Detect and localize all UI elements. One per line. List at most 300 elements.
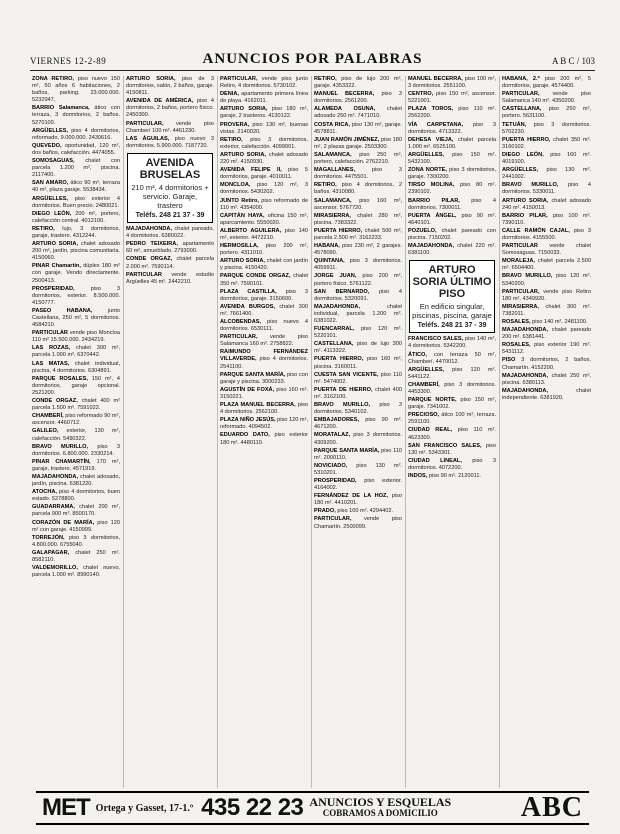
classified-ad: [220, 76, 308, 90]
classified-ad: [314, 448, 402, 462]
classified-ad: [314, 228, 402, 242]
ad-text: chalet con parcela 1.200 m², piscina. 2117400.: [32, 158, 120, 179]
ad-headline: QUEVEDO,: [32, 142, 62, 149]
avenida-bruselas-ad: [127, 153, 213, 223]
ad-text: chalet 250 m². 8582110.: [32, 549, 120, 563]
ad-text: dúplex 180 m² con garaje. Vendo directamente. 2500413.: [32, 263, 120, 284]
classified-ad: [32, 413, 120, 427]
ad-headline: EMBAJADORES,: [314, 417, 360, 424]
ad-headline: MIRASIERRA,: [502, 303, 539, 310]
classified-ad: [408, 182, 496, 196]
classified-ad: [126, 98, 214, 119]
ad-headline: CUESTA SAN VICENTE,: [314, 371, 379, 378]
ad-text: piso 110 m². 5474002.: [314, 371, 403, 385]
ad-text: chalet adosado 200 m², jardín, piscina comunitaria. 4150060.: [32, 241, 121, 262]
ad-headline: ATOCHA,: [32, 489, 57, 496]
classified-ad: [314, 432, 402, 446]
ad-headline: LAS MATAS,: [32, 360, 70, 367]
ad-headline: MANUEL BECERRA,: [408, 76, 463, 82]
ad-text: piso reformado 90 m², ascensor. 4460712.: [32, 413, 120, 427]
ad-headline: MAJADAHONDA,: [502, 327, 548, 334]
ad-text: exterior, 130 m², calefacción. 5490322.: [32, 428, 120, 442]
ad-headline: TORREJÓN,: [32, 534, 65, 541]
classified-ad: [502, 304, 591, 318]
classified-ad: [220, 372, 308, 386]
classified-ad: [220, 243, 308, 257]
classified-ad: [32, 489, 120, 503]
ad-text: junto Castellana, 250 m², 5 dormitorios. 4584210.: [32, 307, 120, 329]
ad-headline: PINAR CHAMARTÍN,: [32, 458, 91, 465]
classified-ad: [408, 198, 496, 212]
ad-headline: PLAZA CASTILLA,: [220, 288, 277, 295]
classified-ad: [408, 382, 496, 396]
ad-text: chalet pareado, 4 dormitorios. 6380022.: [126, 226, 214, 240]
ad-headline: PROSPERIDAD,: [32, 285, 75, 292]
classified-ad: [314, 258, 402, 272]
ad-text: piso 230 m², 2 garajes. 4578090.: [314, 243, 402, 257]
ad-text: apartamento primera línea de playa. 4162011.: [220, 91, 309, 105]
ad-headline: JORGE JUAN,: [314, 273, 357, 280]
ad-headline: RAIMUNDO FERNÁNDEZ VILLAVERDE,: [220, 349, 308, 363]
classified-ad: [408, 228, 496, 242]
classified-ad: [220, 106, 308, 120]
ad-text: piso 130 m². 5310201.: [314, 462, 403, 476]
ad-headline: CENTRO,: [408, 91, 434, 98]
ad-headline: PARTICULAR: [502, 243, 538, 250]
classified-ad: [502, 258, 591, 272]
ad-headline: ARGÜELLES,: [502, 167, 539, 174]
ad-headline: MANUEL BECERRA,: [314, 91, 375, 98]
ad-headline: PARTICULAR,: [502, 91, 540, 98]
classified-ad: [126, 226, 214, 240]
ad-text: piso 4 dormitorios, buen estado. 5278800.: [32, 489, 120, 503]
footer-banner: [36, 791, 589, 825]
ad-headline: ARTURO SORIA,: [32, 241, 78, 248]
classified-ad: [314, 137, 402, 151]
ad-text: chalet parcela 1.000 m². 6525100.: [408, 136, 496, 150]
ad-text: piso 110 m². 2562200.: [408, 106, 496, 120]
classified-ad: [502, 122, 591, 136]
classified-ad: [502, 357, 591, 371]
classified-ad: [220, 152, 308, 166]
ad-headline: MAJADAHONDA,: [408, 243, 454, 250]
classified-ad: [502, 373, 591, 387]
ad-text: piso 3 dormitorios, garaje. 3150600.: [220, 288, 308, 302]
ad-column-3: [218, 76, 312, 788]
ad-text: piso 4 dormitorios. 2541100.: [220, 356, 309, 370]
classified-ad: [502, 319, 591, 326]
classified-ad: [220, 402, 308, 416]
ad-headline: EDUARDO DATO,: [220, 432, 270, 439]
ad-text: piso 120 m². 5220101.: [314, 326, 402, 340]
newspaper-page: [30, 48, 595, 828]
ad-headline: ARGÜELLES,: [32, 127, 69, 134]
classified-ad: [32, 128, 120, 142]
ad-headline: ROSALES,: [502, 342, 531, 349]
classified-ad: [32, 376, 120, 397]
ad-headline: ALCOBENDAS,: [220, 319, 262, 325]
ad-text: piso 3 dormitorios. 5702230.: [502, 121, 591, 135]
ad-text: chalet con jardín y piscina. 4150420.: [220, 258, 309, 272]
ad-text: chalet 300 m². 7382011.: [502, 303, 591, 317]
ad-text: chalet independiente. 6381920.: [502, 387, 591, 401]
ad-text: piso 90 m². 4640101.: [408, 212, 497, 226]
ad-text: oportunidad, 120 m², dos baños, calefacción. 4474055.: [32, 142, 120, 156]
met-logo: MET: [42, 794, 90, 821]
classified-ad: [220, 432, 308, 446]
boxed-ad: [409, 260, 495, 333]
classified-ad: [32, 444, 120, 458]
ad-headline: MORALEJA,: [502, 258, 535, 265]
ad-text: piso 100 m², 3 dormitorios. 2551100.: [408, 76, 496, 90]
classified-ad: [408, 167, 496, 181]
ad-text: piso 130 m², buenas vistas. 2140020.: [220, 121, 308, 135]
ad-headline: PUERTA HIERRO,: [314, 227, 363, 234]
ad-headline: CORAZÓN DE MARÍA,: [32, 519, 95, 526]
ad-headline: FERNÁNDEZ DE LA HOZ,: [314, 493, 389, 500]
ad-text: piso 3 dormitorios, exterior. 8.500.000. 4150777.: [32, 285, 120, 306]
ad-text: piso 150 m², ascensor. 5221001.: [408, 91, 496, 105]
ad-text: piso 120 m², reformado. 4094502.: [220, 417, 308, 431]
ad-headline: GALAPAGAR,: [32, 549, 70, 556]
ad-headline: COSTA RICA,: [314, 121, 350, 128]
classified-ad: [32, 520, 120, 534]
classified-ad: [220, 198, 308, 212]
classified-ad: [126, 241, 214, 255]
classified-ad: [408, 352, 496, 366]
ad-headline: SAN AMARO,: [32, 180, 69, 187]
ad-text: piso 140 m², 4 dormitorios. 5342200.: [408, 336, 496, 350]
ad-headline: MAJADAHONDA,: [314, 303, 360, 310]
ad-headline: MAJADAHONDA,: [502, 387, 548, 394]
classified-ad: [32, 345, 120, 359]
classified-ad: [408, 243, 496, 257]
ad-headline: ARTURO SORIA,: [220, 106, 268, 113]
ad-headline: PEDRO TEIXEIRA,: [126, 241, 178, 248]
classified-ad: [314, 182, 402, 196]
ad-headline: PUERTA HIERRO,: [502, 136, 551, 143]
ad-headline: MAGALLANES,: [314, 167, 356, 174]
classified-ad: [220, 319, 308, 333]
ad-headline: INDOS,: [408, 473, 428, 480]
classified-ad: [32, 105, 120, 126]
classified-ad: [408, 473, 496, 480]
ad-headline: MORATALAZ,: [314, 432, 351, 439]
classified-ad: [502, 91, 591, 105]
classified-ad: [220, 91, 308, 105]
ad-text: piso 130 m². 2441002.: [502, 167, 591, 181]
ad-text: piso 140 m². 2481100.: [532, 319, 588, 325]
classified-ad: [502, 289, 591, 303]
ad-text: piso nuevo 4 dormitorios. 6530111.: [220, 319, 308, 333]
ad-headline: DENIA,: [220, 91, 239, 98]
classified-ad: [408, 152, 496, 166]
ad-headline: GUADARRAMA,: [32, 504, 75, 511]
header-rule: [30, 70, 595, 71]
ad-text: piso 250 m², portero. 5631100.: [502, 106, 592, 120]
ad-text: chalet 400 m². 3162100.: [314, 386, 402, 400]
ad-headline: PARQUE ROSALES,: [32, 375, 88, 382]
ad-headline: CAPITÁN HAYA,: [220, 212, 265, 219]
ad-headline: JUNTO Retiro,: [220, 197, 259, 204]
classified-ad: [314, 508, 402, 515]
classified-ad: [220, 228, 308, 242]
ad-text: chalet 220 m². 6381100.: [408, 243, 496, 257]
classified-ad: [408, 336, 496, 350]
ad-headline: PARTICULAR,: [502, 288, 540, 295]
ad-headline: MIRASIERRA,: [314, 212, 351, 219]
ad-text: piso 3 dormitorios, 4.800.000. 6755040.: [32, 534, 121, 548]
ad-text: chalet pareado con piscina. 7150202.: [408, 227, 496, 241]
classified-ad: [32, 398, 120, 412]
ad-headline: DEHESA VIEJA,: [408, 136, 454, 143]
ad-headline: PARTICULAR: [126, 271, 162, 278]
classified-ad: [502, 76, 591, 90]
ad-text: piso 120 m². 5340200.: [502, 273, 591, 287]
classified-ad: [126, 256, 214, 270]
ad-text: piso 130 m², garaje. 4578811.: [314, 121, 402, 135]
ad-headline: CHAMBERÍ,: [32, 413, 64, 420]
ad-headline: AGUSTÍN DE FOXÁ,: [220, 386, 275, 393]
classified-ad: [32, 308, 120, 329]
classified-ad: [408, 91, 496, 105]
ad-headline: VALDEMORILLO,: [32, 565, 78, 572]
ad-text: piso 3 dormitorios. 4059911.: [314, 258, 403, 272]
classified-ad: [408, 137, 496, 151]
ad-text: chalet 200 m², parcela 900 m². 8500170.: [32, 504, 120, 518]
ad-text: vende piso Salamanca 140 m². 4350200.: [502, 91, 591, 105]
ad-headline: ZONA NORTE,: [408, 167, 447, 174]
ad-headline: CASTELLANA,: [502, 106, 542, 113]
ad-headline: POZUELO,: [408, 227, 437, 234]
ad-text: piso 150 m², garaje. 7341002.: [408, 397, 497, 411]
classified-ad: [220, 334, 308, 348]
ad-headline: RETIRO,: [314, 76, 337, 82]
ad-text: piso 180 m². 4410201.: [314, 493, 402, 507]
ad-text: chalet nuevo, parcela 1.000 m². 8990140.: [32, 565, 120, 579]
ad-headline: AVENIDA FELIPE II,: [220, 167, 282, 174]
classified-ad: [502, 106, 591, 120]
ad-text: piso 3 dormitorios. 4713322.: [408, 121, 496, 135]
ad-headline: PLAZA TOROS,: [408, 106, 454, 113]
classified-ad: [126, 272, 214, 286]
ad-text: piso 120 m², 3 dormitorios. 5430202.: [220, 182, 308, 196]
ad-headline: LAS ÁGUILAS,: [126, 135, 170, 142]
classified-ad: [314, 289, 402, 303]
phone-number: 435 22 23: [201, 794, 304, 821]
classified-ad: [32, 535, 120, 549]
ad-column-4: [312, 76, 406, 788]
classified-ad: [408, 367, 496, 381]
ad-headline: BRAVO MURILLO,: [502, 273, 553, 280]
ad-headline: DIEGO LEÓN,: [502, 151, 544, 158]
ad-text: vende piso Chamartín. 2500099.: [314, 516, 402, 530]
ad-text: chalet 350 m². 3160102.: [502, 136, 591, 150]
avenida-box-title: AVENIDA BRUSELAS: [139, 156, 201, 181]
classified-ad: [502, 228, 591, 242]
ad-headline: CHAMBERÍ,: [408, 381, 440, 388]
classified-ad: [220, 137, 308, 151]
classified-ad: [314, 304, 402, 325]
slogan-line-1: ANUNCIOS Y ESQUELAS: [309, 795, 452, 809]
ad-text: piso 4 dormitorios. 7300011.: [408, 197, 496, 211]
ad-headline: PRADO,: [314, 508, 336, 515]
ad-text: chalet 300 m². 7661400.: [220, 303, 308, 317]
ad-text: piso 4 dormitorios. 5330011.: [502, 182, 591, 196]
ad-text: 3 dormitorios, 2 baños, Chamartín. 4152200.: [502, 357, 591, 371]
classified-ad: [408, 458, 496, 472]
ad-headline: PARQUE SANTA MARÍA,: [314, 447, 380, 454]
ad-headline: PARQUE CONDE ORGAZ,: [220, 273, 291, 280]
ad-headline: SOMOSAGUAS,: [32, 158, 75, 165]
office-address: Ortega y Gasset, 17-1.º: [95, 802, 194, 814]
classified-ad: [314, 152, 402, 166]
ad-headline: GALILEO,: [32, 428, 59, 435]
classified-ad: [32, 180, 120, 194]
ad-headline: CIUDAD LINEAL,: [408, 457, 462, 464]
ad-headline: ÁTICO,: [408, 351, 427, 358]
ad-text: piso 150 m². 5432100.: [408, 151, 496, 166]
ad-headline: PARTICULAR,: [314, 516, 352, 523]
classified-ad: [126, 136, 214, 150]
ad-text: chalet adosado 250 m². 7471010.: [314, 106, 402, 120]
ad-headline: AVENIDA BURGOS,: [220, 303, 276, 310]
ad-headline: PARTICULAR,: [220, 334, 258, 341]
classified-ad: [32, 428, 120, 442]
ad-text: piso 140 m², exterior. 4472210.: [220, 227, 308, 241]
boxed-ad-text: En edificio singular, piscinas, piscina, garaje: [412, 302, 492, 321]
ad-headline: MONCLOA,: [220, 182, 251, 189]
classified-ad: [314, 243, 402, 257]
ad-text: chalet pareado 200 m². 6381441.: [502, 327, 591, 341]
classified-ad: [220, 122, 308, 136]
classified-ad: [32, 226, 120, 240]
classified-ad: [314, 417, 402, 431]
classified-ad: [502, 342, 591, 356]
ad-text: piso 3 dormitorios. 4072200.: [408, 457, 496, 471]
classified-ad: [314, 356, 402, 370]
ad-headline: ARGÜELLES,: [408, 366, 445, 373]
ad-text: chalet parcela 2.500 m². 6504400.: [502, 258, 591, 272]
ad-text: chalet adosado, jardín, piscina. 6381220.: [32, 473, 120, 488]
ad-text: piso reformado de 110 m². 4354000.: [220, 197, 308, 211]
classified-ad: [32, 286, 120, 307]
ad-column-6: [500, 76, 594, 788]
ad-text: piso 4 dormitorios, 2 baños. 4310080.: [314, 182, 402, 196]
ad-headline: MAJADAHONDA,: [32, 473, 78, 480]
ad-text: piso 3 dormitorios. 4309200.: [314, 432, 403, 446]
ad-text: piso 180 m², garaje, 2 trasteros. 4130122.: [220, 106, 308, 120]
ad-headline: ZONA RETIRO,: [32, 76, 75, 82]
ad-headline: TIRSO MOLINA,: [408, 182, 455, 189]
ad-headline: PINAR Chamartín,: [32, 263, 81, 270]
classified-ad: [220, 289, 308, 303]
ad-text: piso 110 m². 4623300.: [408, 427, 496, 441]
ad-headline: ARTURO SORIA,: [502, 197, 549, 204]
ad-headline: BARRIO PILAR,: [502, 212, 548, 219]
classified-ad: [220, 387, 308, 401]
ad-headline: AVENIDA DE AMÉRICA,: [126, 98, 194, 105]
ad-headline: BRAVO MURILLO,: [314, 402, 371, 409]
ad-text: con terraza 50 m², Chamberí. 4470012.: [408, 351, 496, 365]
classified-ad: [32, 143, 120, 157]
ad-headline: TETUÁN,: [502, 121, 527, 128]
ad-headline: PRECIOSO,: [408, 412, 440, 419]
classified-ad: [32, 459, 120, 473]
ad-text: 200 m², portero, calefacción central. 4012100.: [32, 210, 120, 224]
ad-headline: PUERTA DE HIERRO,: [314, 386, 373, 393]
classified-ad: [408, 122, 496, 136]
classified-ad: [32, 330, 120, 344]
ad-text: piso 3 dormitorios. 4475501.: [314, 167, 402, 181]
ad-headline: LAS ROZAS,: [32, 345, 71, 352]
classified-ad: [220, 167, 308, 181]
classified-ad: [314, 372, 402, 386]
classified-ad: [502, 198, 591, 212]
classified-ad: [314, 463, 402, 477]
ad-text: piso 200 m², portero. 4311010.: [220, 243, 308, 257]
ad-headline: BRAVO MURILLO,: [32, 443, 89, 450]
classified-ad: [314, 493, 402, 507]
ad-text: chalet individual, parcela 1.200 m². 6381022.: [314, 303, 402, 324]
ad-text: piso 160 m², piscina. 3160011.: [314, 356, 402, 370]
classified-ad: [314, 91, 402, 105]
ad-text: piso 100 m². 4294402.: [337, 508, 393, 515]
ad-headline: ARTURO SORIA,: [126, 76, 176, 82]
classified-ad: [32, 504, 120, 518]
ad-text: chalet 400 m² parcela 1.500 m². 7591022.: [32, 398, 120, 412]
ad-text: ático 90 m², terraza 40 m², plaza garaje. 5538434.: [32, 180, 121, 194]
ad-text: vende chalet Somosaguas. 7150033.: [502, 243, 591, 257]
ad-text: ático con terraza, 3 dormitorios, 2 baños. 5270100.: [32, 105, 121, 126]
ad-headline: MAJADAHONDA,: [502, 372, 548, 379]
ad-headline: CONDE ORGAZ,: [126, 256, 173, 263]
ad-text: vende piso Moncloa 110 m² 15.500.000. 2434219.: [32, 330, 120, 344]
ad-headline: PARQUE NORTE,: [408, 397, 457, 404]
ad-headline: ALAMEDA OSUNA,: [314, 106, 376, 113]
classified-ad: [502, 213, 591, 227]
ad-text: chalet 300 m², parcela 1.000 m². 6370442.: [32, 345, 120, 359]
classified-ad: [314, 76, 402, 90]
ad-text: piso 4 dormitorios. 2562100.: [220, 402, 308, 416]
classified-ad: [408, 397, 496, 411]
ad-headline: DIEGO LEÓN,: [32, 210, 72, 217]
ad-headline: PARTICULAR,: [220, 76, 258, 82]
classified-ad: [314, 198, 402, 212]
classified-ad: [314, 326, 402, 340]
classified-ad: [32, 263, 120, 284]
section-title: ANUNCIOS POR PALABRAS: [202, 51, 423, 67]
classified-ad: [220, 213, 308, 227]
ad-text: piso 90 m². 4671200.: [314, 417, 402, 431]
ad-text: piso exterior 190 m². 5431112.: [502, 342, 591, 356]
ad-text: piso exterior. 4164002.: [314, 477, 402, 492]
ad-text: chalet adosado 220 m². 4150930.: [220, 151, 309, 166]
ad-headline: CASTELLANA,: [314, 341, 354, 348]
ad-headline: PLAZA MANUEL BECERRA,: [220, 402, 296, 409]
ad-headline: BRAVO MURILLO,: [502, 182, 559, 189]
ad-headline: FUENCARRAL,: [314, 326, 355, 333]
classified-ad: [502, 243, 591, 257]
ad-text: piso 3 dormitorios. 5340102.: [314, 402, 402, 416]
ad-headline: BARRIO Salamanca,: [32, 105, 90, 112]
classified-ad: [408, 76, 496, 90]
classified-ad: [314, 478, 402, 492]
ad-text: piso 3 dormitorios. 2561200.: [314, 91, 402, 105]
classified-ad: [502, 327, 591, 341]
classified-ad: [220, 273, 308, 287]
classified-ad: [126, 76, 214, 97]
